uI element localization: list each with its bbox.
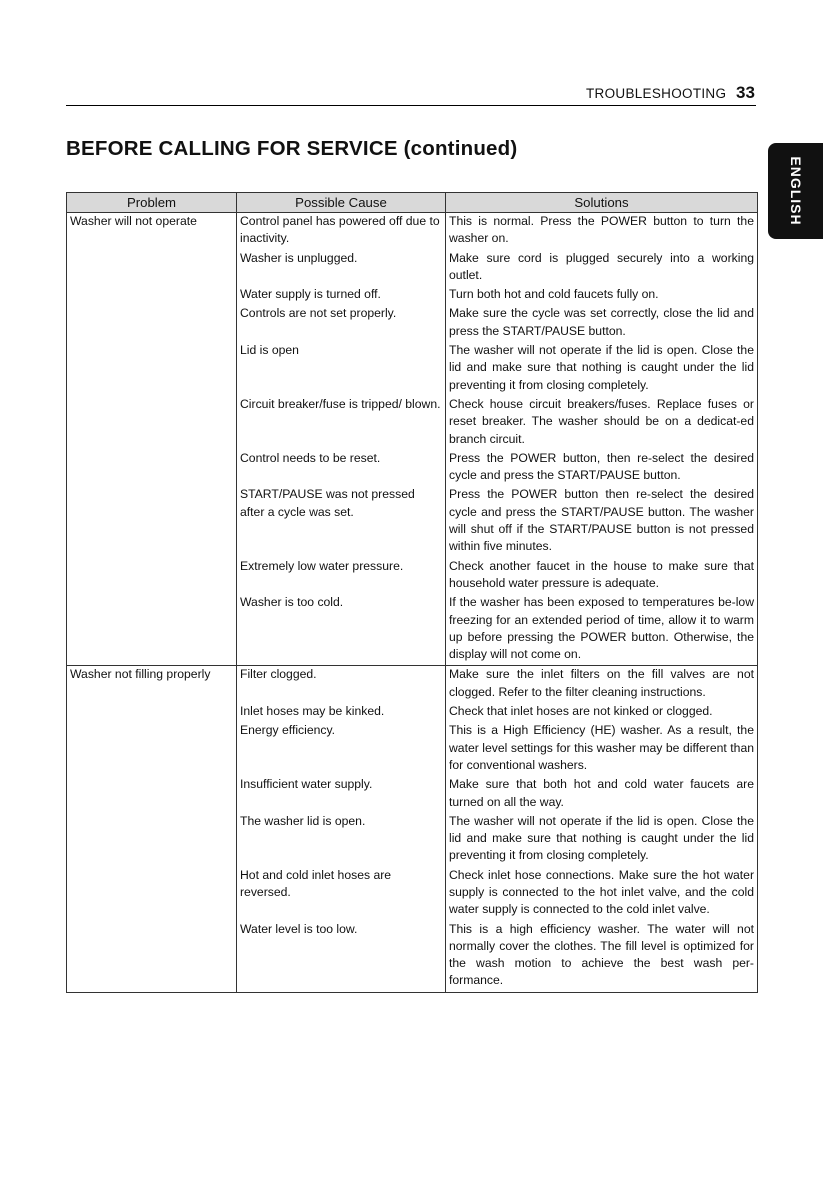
table-row [67, 722, 758, 776]
solution-cell: Check that inlet hoses are not kinked or clogged. [446, 703, 758, 722]
solution-cell: Check inlet hose connections. Make sure the hot water supply is connected to the hot inlet valve, and the cold water supply is connected to the cold inlet valve. [446, 867, 758, 921]
cause-cell: Washer is unplugged. [237, 250, 446, 287]
solution-cell: This is a High Efficiency (HE) washer. As a result, the water level settings for this washer may be different than for conventional washers. [446, 722, 758, 776]
solution-cell: Make sure that both hot and cold water faucets are turned on all the way. [446, 776, 758, 813]
solution-cell: Make sure the cycle was set correctly, close the lid and press the START/PAUSE button. [446, 305, 758, 342]
cause-cell: Water supply is turned off. [237, 286, 446, 305]
cause-cell: Extremely low water pressure. [237, 558, 446, 595]
cause-cell: Inlet hoses may be kinked. [237, 703, 446, 722]
problem-cell [67, 486, 237, 557]
solution-cell: Press the POWER button then re-select the desired cycle and press the START/PAUSE button. The washer will shut off if the START/PAUSE button is not pressed within five minutes. [446, 486, 758, 557]
cause-cell: Lid is open [237, 342, 446, 396]
table-row [67, 305, 758, 342]
problem-cell [67, 250, 237, 287]
problem-cell [67, 813, 237, 867]
cause-cell: Hot and cold inlet hoses are reversed. [237, 867, 446, 921]
problem-cell [67, 558, 237, 595]
problem-cell [67, 921, 237, 993]
column-header-solutions: Solutions [446, 193, 758, 213]
table-row [67, 594, 758, 666]
problem-cell [67, 867, 237, 921]
table-row [67, 250, 758, 287]
cause-cell: Circuit breaker/fuse is tripped/ blown. [237, 396, 446, 450]
problem-cell [67, 342, 237, 396]
table-header-row [67, 193, 758, 213]
cause-cell: START/PAUSE was not pressed after a cycle was set. [237, 486, 446, 557]
solution-cell: This is a high efficiency washer. The water will not normally cover the clothes. The fill level is optimized for the wash motion to achieve the best wash per-formance. [446, 921, 758, 993]
problem-cell [67, 305, 237, 342]
table-row [67, 776, 758, 813]
problem-cell [67, 286, 237, 305]
problem-cell [67, 703, 237, 722]
table-row [67, 813, 758, 867]
page-title: BEFORE CALLING FOR SERVICE (continued) [66, 137, 518, 160]
problem-cell [67, 722, 237, 776]
problem-cell [67, 594, 237, 666]
solution-cell: If the washer has been exposed to temperatures be-low freezing for an extended period of time, allow it to warm up before pressing the POWER button. Otherwise, the display will not come on. [446, 594, 758, 666]
problem-cell [67, 396, 237, 450]
cause-cell: Control panel has powered off due to inactivity. [237, 213, 446, 250]
language-tab-label: ENGLISH [787, 156, 804, 226]
cause-cell: Filter clogged. [237, 666, 446, 703]
solution-cell: Make sure the inlet filters on the fill valves are not clogged. Refer to the filter cleaning instructions. [446, 666, 758, 703]
troubleshooting-table [66, 192, 758, 993]
table-row [67, 486, 758, 557]
page-number: 33 [736, 83, 755, 102]
table-row [67, 867, 758, 921]
cause-cell: Control needs to be reset. [237, 450, 446, 487]
cause-cell: Energy efficiency. [237, 722, 446, 776]
cause-cell: Insufficient water supply. [237, 776, 446, 813]
solution-cell: The washer will not operate if the lid is open. Close the lid and make sure that nothing is caught under the lid preventing it from closing completely. [446, 342, 758, 396]
solution-cell: Check another faucet in the house to make sure that household water pressure is adequate. [446, 558, 758, 595]
problem-cell [67, 776, 237, 813]
table-row [67, 450, 758, 487]
language-tab [768, 143, 823, 239]
table-row [67, 396, 758, 450]
solution-cell: Make sure cord is plugged securely into a working outlet. [446, 250, 758, 287]
cause-cell: Water level is too low. [237, 921, 446, 993]
problem-cell: Washer will not operate [67, 213, 237, 250]
table-row [67, 703, 758, 722]
solution-cell: The washer will not operate if the lid is open. Close the lid and make sure that nothing is caught under the lid preventing it from closing completely. [446, 813, 758, 867]
cause-cell: The washer lid is open. [237, 813, 446, 867]
section-title: TROUBLESHOOTING [586, 86, 727, 101]
column-header-possible-cause: Possible Cause [237, 193, 446, 213]
solution-cell: This is normal. Press the POWER button to turn the washer on. [446, 213, 758, 250]
problem-cell [67, 450, 237, 487]
solution-cell: Check house circuit breakers/fuses. Replace fuses or reset breaker. The washer should be on a dedicat-ed branch circuit. [446, 396, 758, 450]
cause-cell: Controls are not set properly. [237, 305, 446, 342]
header-divider [66, 105, 756, 106]
table-row [67, 921, 758, 993]
table-row [67, 286, 758, 305]
table-row [67, 558, 758, 595]
table-body [67, 213, 758, 993]
solution-cell: Press the POWER button, then re-select the desired cycle and press the START/PAUSE button. [446, 450, 758, 487]
cause-cell: Washer is too cold. [237, 594, 446, 666]
problem-cell: Washer not filling properly [67, 666, 237, 703]
table-row [67, 342, 758, 396]
column-header-problem: Problem [67, 193, 237, 213]
table-row [67, 213, 758, 250]
solution-cell: Turn both hot and cold faucets fully on. [446, 286, 758, 305]
table-row [67, 666, 758, 703]
